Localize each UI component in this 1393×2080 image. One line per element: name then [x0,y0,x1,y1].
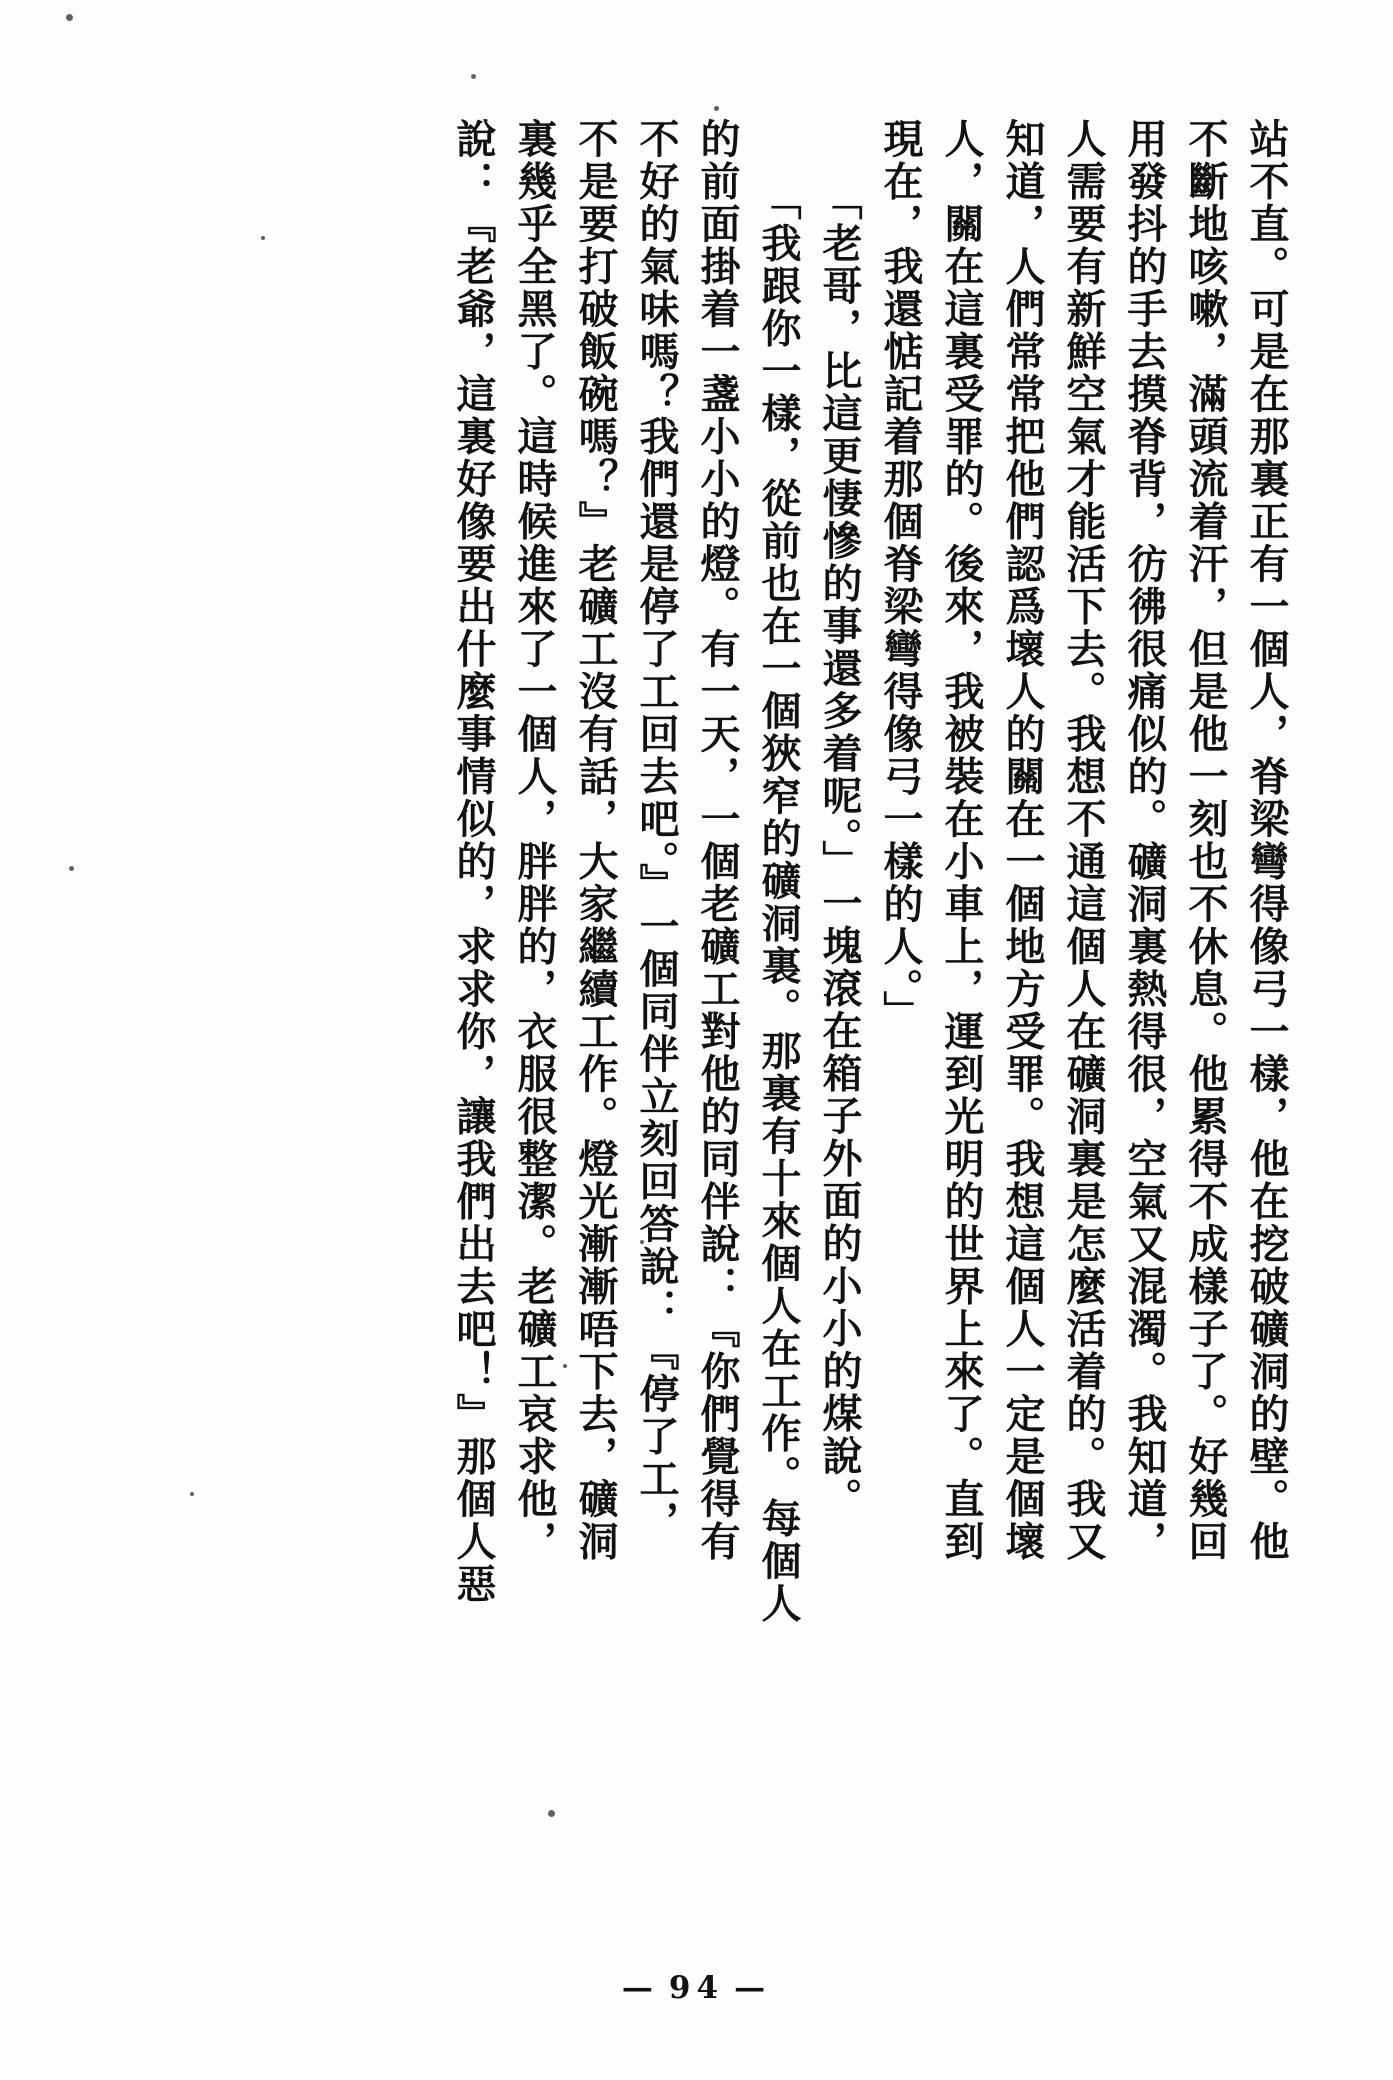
text-column: 「老哥，比這更悽慘的事還多着呢。」一塊滾在箱子外面的小小的煤說。 [816,180,863,1520]
text-column: 的前面掛着一盞小小的燈。有一天，一個老礦工對他的同伴說：『你們覺得有 [694,118,741,1563]
scan-speckle [714,106,719,111]
scan-speckle [471,74,476,79]
text-column: 用發抖的手去摸脊背，彷彿很痛似的。礦洞裏熱得很，空氣又混濁。我知道， [1121,118,1168,1563]
text-column: 不好的氣味嗎？我們還是停了工回去吧。』一個同伴立刻回答說：『停了工， [633,118,680,1543]
text-column: 現在，我還惦記着那個脊梁彎得像弓一樣的人。」 [877,118,924,1033]
scan-speckle [69,866,74,871]
text-column: 知道，人們常常把他們認爲壞人的關在一個地方受罪。我想這個人一定是個壞 [999,118,1046,1563]
text-column: 人需要有新鮮空氣才能活下去。我想不通這個人在礦洞裏是怎麼活着的。我又 [1060,118,1107,1563]
text-column: 不是要打破飯碗嗎？』老礦工沒有話，大家繼續工作。燈光漸漸唔下去，礦洞 [572,118,619,1563]
vertical-text-block [96,118,1297,1808]
scan-speckle [66,14,73,21]
page-number-right-dash: — [734,1970,772,2006]
text-column: 站不直。可是在那裏正有一個人，脊梁彎得像弓一樣，他在挖破礦洞的壁。他 [1243,118,1290,1563]
text-column: 「我跟你一樣，從前也在一個狹窄的礦洞裏。那裏有十來個人在工作。每個人 [755,180,802,1625]
text-column: 裏幾乎全黑了。這時候進來了一個人，胖胖的，衣服很整潔。老礦工哀求他， [511,118,558,1563]
page-number-left-dash: — [621,1970,659,2006]
page-number [0,1970,1393,2006]
scan-speckle [548,1810,555,1817]
text-column: 說：『老爺，這裏好像要出什麼事情似的，求求你，讓我們出去吧！』那個人惡 [450,118,497,1606]
page-number-value: 94 [668,1970,725,2006]
text-column: 人，關在這裏受罪的。後來，我被裝在小車上，運到光明的世界上來了。直到 [938,118,985,1563]
text-column: 不斷地咳嗽，滿頭流着汗，但是他一刻也不休息。他累得不成樣子了。好幾回 [1182,118,1229,1563]
